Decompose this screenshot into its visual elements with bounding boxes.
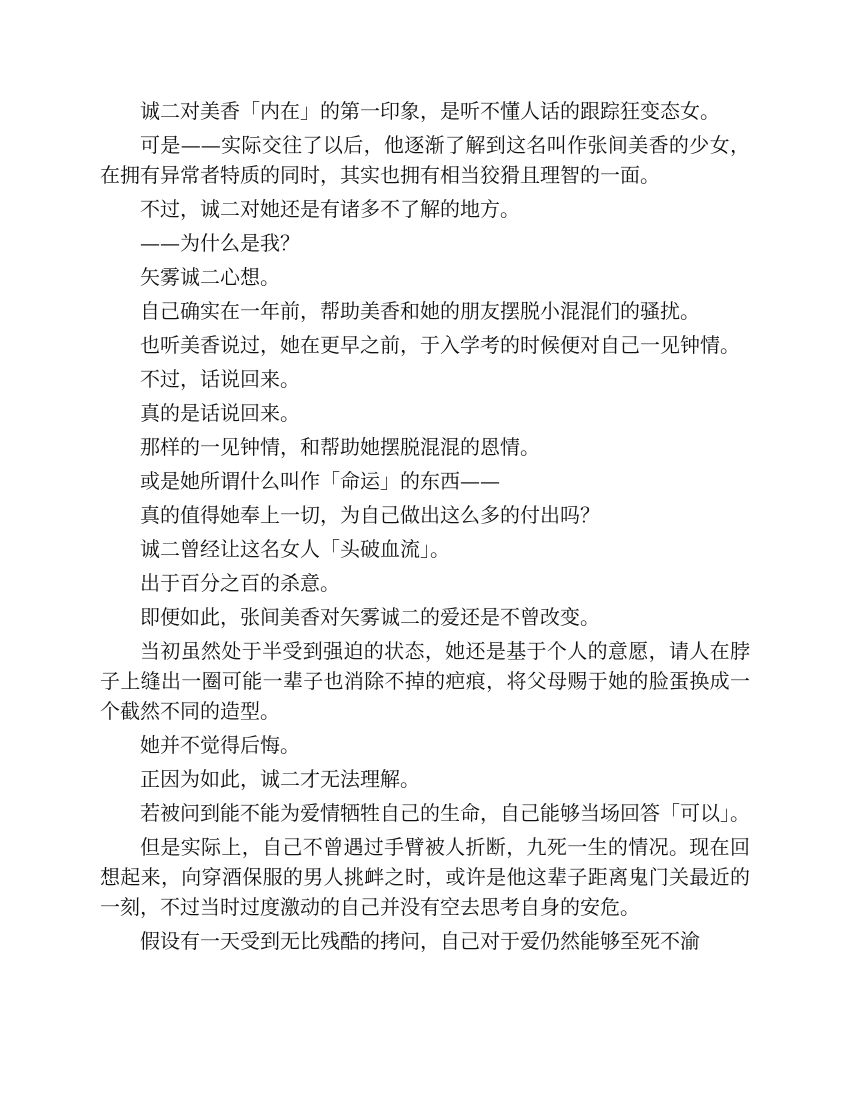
paragraph: 不过，诚二对她还是有诸多不了解的地方。 [140, 197, 520, 221]
paragraph: 出于百分之百的杀意。 [140, 571, 340, 595]
paragraph: 不过，话说回来。 [140, 367, 300, 391]
paragraph: 她并不觉得后悔。 [140, 733, 300, 757]
paragraph: 诚二对美香「内在」的第一印象，是听不懂人话的跟踪狂变态女。 [140, 99, 720, 123]
paragraph: 真的值得她奉上一切，为自己做出这么多的付出吗？ [140, 503, 600, 527]
paragraph: 当初虽然处于半受到强迫的状态，她还是基于个人的意愿，请人在脖子上缝出一圈可能一辈子也消除不掉的疤痕，将父母赐于她的脸蛋换成一个截然不同的造型。 [100, 639, 750, 723]
paragraph: 若被问到能不能为爱情牺牲自己的生命，自己能够当场回答「可以」。 [140, 801, 750, 825]
paragraph: 或是她所谓什么叫作「命运」的东西—— [140, 469, 500, 493]
paragraph: 即便如此，张间美香对矢雾诚二的爱还是不曾改变。 [140, 605, 600, 629]
paragraph: 诚二曾经让这名女人「头破血流」。 [140, 537, 450, 561]
paragraph: 可是——实际交往了以后，他逐渐了解到这名叫作张间美香的少女，在拥有异常者特质的同时，其实也拥有相当狡猾且理智的一面。 [100, 133, 750, 187]
body-text [100, 96, 750, 960]
paragraph: 也听美香说过，她在更早之前，于入学考的时候便对自己一见钟情。 [140, 333, 740, 357]
paragraph: 但是实际上，自己不曾遇过手臂被人折断，九死一生的情况。现在回想起来，向穿酒保服的男人挑衅之时，或许是他这辈子距离鬼门关最近的一刻，不过当时过度激动的自己并没有空去思考自身的安危。 [100, 835, 750, 919]
paragraph: 自己确实在一年前，帮助美香和她的朋友摆脱小混混们的骚扰。 [140, 299, 700, 323]
paragraph: 假设有一天受到无比残酷的拷问，自己对于爱仍然能够至死不渝 [140, 929, 700, 953]
paragraph: 矢雾诚二心想。 [140, 265, 280, 289]
paragraph: 正因为如此，诚二才无法理解。 [140, 767, 420, 791]
paragraph: 那样的一见钟情，和帮助她摆脱混混的恩情。 [140, 435, 540, 459]
paragraph: 真的是话说回来。 [140, 401, 300, 425]
paragraph: ——为什么是我？ [140, 231, 300, 255]
